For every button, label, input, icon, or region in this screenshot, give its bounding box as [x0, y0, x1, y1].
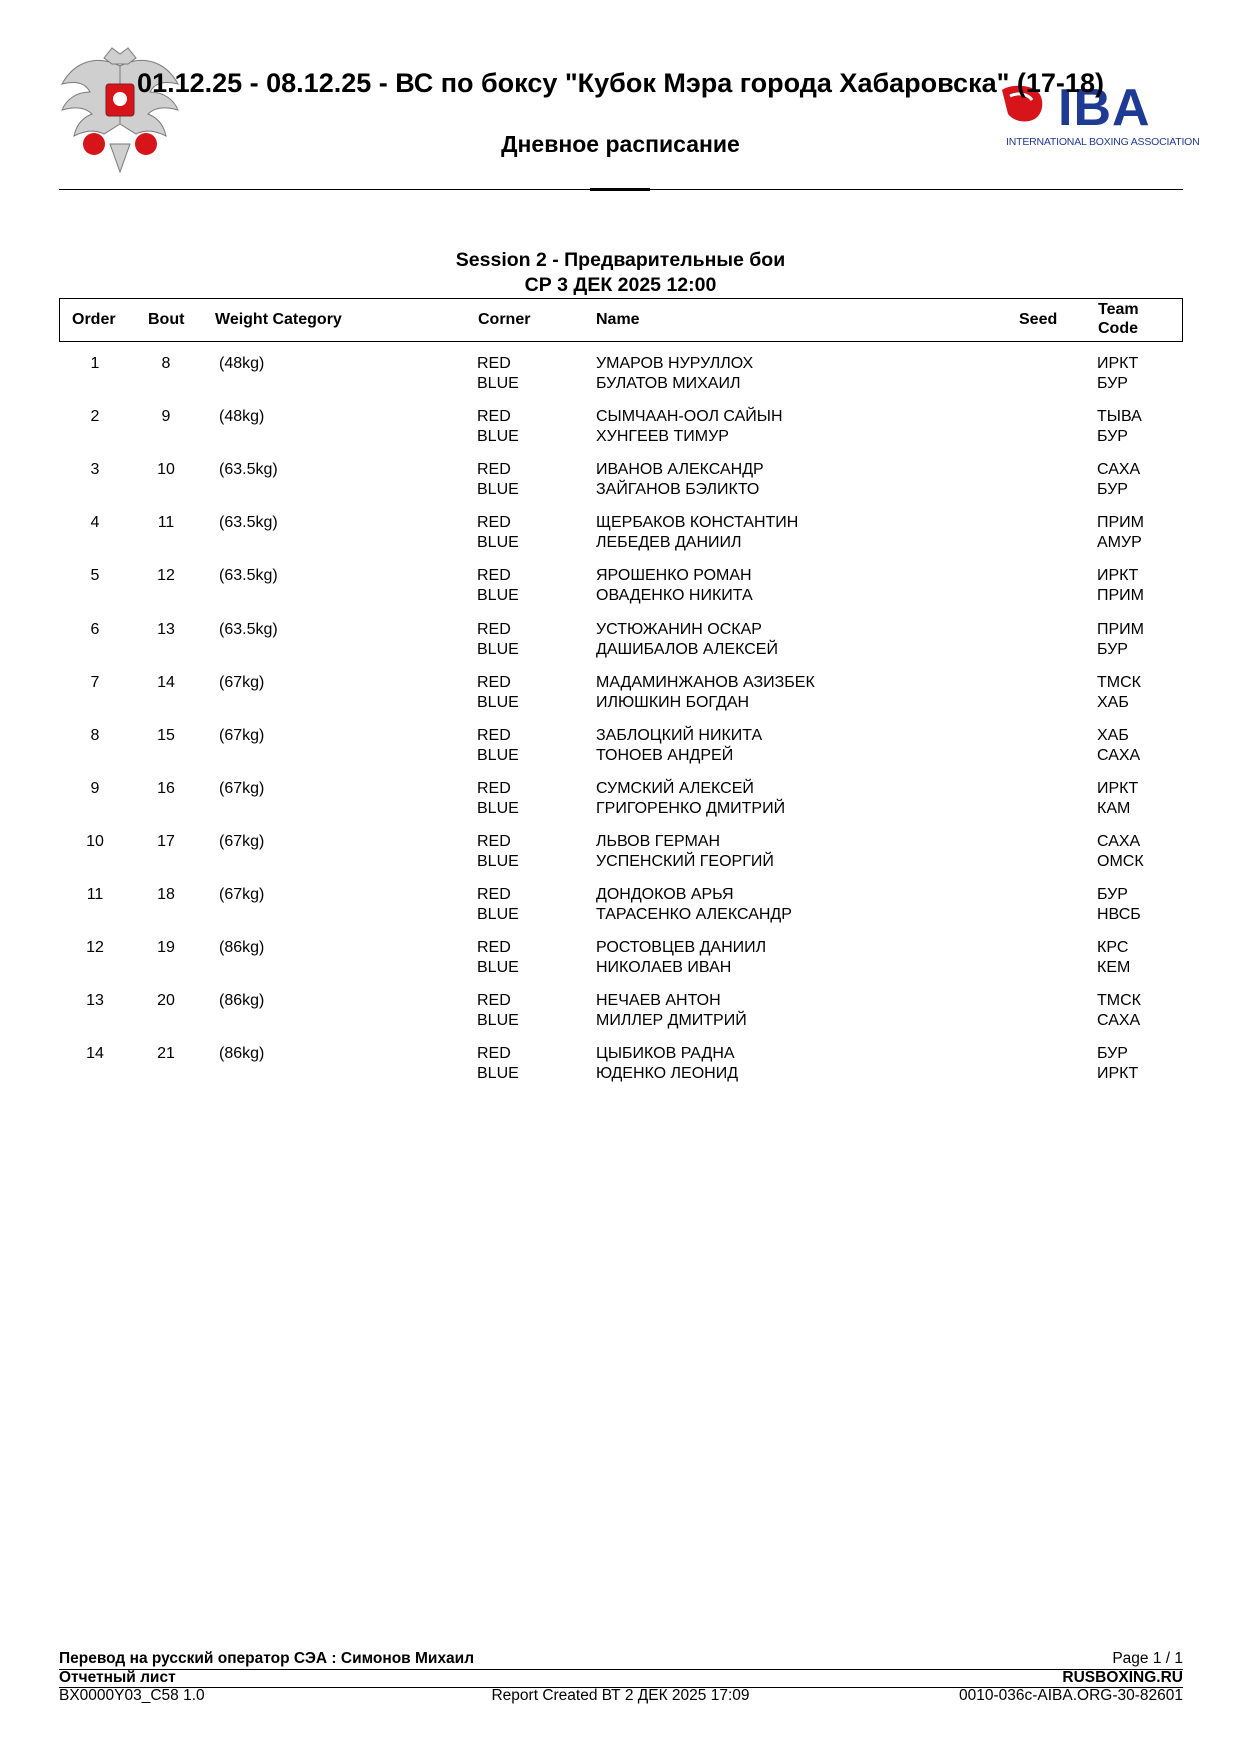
table-row [0, 1045, 1241, 1098]
cell-order: 1 [90, 355, 100, 372]
cell-blue-name: ЛЕБЕДЕВ ДАНИИЛ [596, 534, 742, 552]
cell-red-corner: RED [477, 355, 511, 372]
cell-red-team: ТМСК [1097, 992, 1141, 1010]
footer-doc-code: BX0000Y03_C58 1.0 [59, 1687, 205, 1704]
cell-blue-name: ЗАЙГАНОВ БЭЛИКТО [596, 481, 760, 499]
cell-bout: 17 [157, 832, 175, 850]
cell-order: 6 [90, 620, 100, 638]
cell-blue-name: НИКОЛАЕВ ИВАН [596, 959, 732, 977]
iba-caption: INTERNATIONAL BOXING ASSOCIATION [1006, 136, 1200, 148]
page-title: 01.12.25 - 08.12.25 - ВС по боксу "Кубок Мэра города Хабаровска" (17-18) [137, 68, 1104, 98]
cell-blue-corner: BLUE [477, 1012, 519, 1030]
cell-blue-corner: BLUE [477, 640, 519, 658]
cell-red-team: ИРКТ [1097, 355, 1139, 372]
cell-bout: 9 [161, 408, 171, 426]
cell-weight: (86kg) [219, 1045, 265, 1063]
table-row [0, 567, 1241, 620]
cell-red-name: ИВАНОВ АЛЕКСАНДР [596, 461, 764, 479]
cell-red-corner: RED [477, 779, 511, 797]
cell-bout: 18 [157, 886, 175, 903]
table-row [0, 886, 1241, 939]
cell-weight: (63.5kg) [219, 620, 278, 638]
cell-order: 12 [86, 939, 104, 957]
table-row [0, 674, 1241, 727]
cell-blue-team: БУР [1097, 428, 1128, 446]
cell-red-team: ПРИМ [1097, 514, 1144, 532]
cell-weight: (86kg) [219, 939, 265, 957]
cell-red-team: БУР [1097, 886, 1128, 903]
cell-blue-name: ИЛЮШКИН БОГДАН [596, 693, 750, 711]
table-row [0, 408, 1241, 461]
cell-bout: 16 [157, 779, 175, 797]
cell-blue-name: БУЛАТОВ МИХАИЛ [596, 375, 741, 392]
table-row [0, 939, 1241, 992]
page-footer [0, 1650, 1241, 1710]
cell-blue-name: ОВАДЕНКО НИКИТА [596, 587, 753, 605]
cell-blue-name: ГРИГОРЕНКО ДМИТРИЙ [596, 799, 786, 817]
col-bout: Bout [148, 311, 185, 328]
table-row [0, 780, 1241, 833]
cell-weight: (63.5kg) [219, 567, 278, 585]
cell-weight: (63.5kg) [219, 461, 278, 479]
cell-weight: (86kg) [219, 992, 265, 1010]
cell-blue-corner: BLUE [477, 428, 519, 446]
footer-site: RUSBOXING.RU [1062, 1669, 1183, 1686]
cell-blue-name: ХУНГЕЕВ ТИМУР [596, 428, 729, 446]
cell-red-corner: RED [477, 673, 511, 691]
cell-weight: (67kg) [219, 779, 265, 797]
cell-weight: (67kg) [219, 726, 265, 744]
cell-weight: (48kg) [219, 355, 265, 372]
cell-red-name: СУМСКИЙ АЛЕКСЕЙ [596, 779, 754, 797]
cell-blue-team: БУР [1097, 481, 1128, 499]
cell-weight: (48kg) [219, 408, 265, 426]
footer-translator: Перевод на русский оператор СЭА : Симонов Михаил [59, 1650, 475, 1667]
cell-blue-name: ДАШИБАЛОВ АЛЕКСЕЙ [596, 640, 778, 658]
cell-order: 3 [90, 461, 100, 479]
cell-order: 10 [86, 832, 104, 850]
cell-blue-corner: BLUE [477, 852, 519, 870]
col-order: Order [72, 311, 116, 328]
cell-blue-name: ЮДЕНКО ЛЕОНИД [596, 1065, 739, 1083]
cell-bout: 8 [161, 355, 171, 372]
footer-ref: 0010-036c-AIBA.ORG-30-82601 [958, 1687, 1183, 1704]
col-corner: Corner [478, 311, 531, 328]
cell-bout: 19 [157, 939, 175, 957]
cell-blue-corner: BLUE [477, 746, 519, 764]
table-header [59, 298, 1183, 342]
table-row [0, 355, 1241, 408]
cell-blue-corner: BLUE [477, 1065, 519, 1083]
cell-blue-corner: BLUE [477, 534, 519, 552]
cell-blue-team: САХА [1097, 746, 1141, 764]
cell-order: 7 [90, 673, 100, 691]
cell-blue-team: ОМСК [1097, 852, 1144, 870]
cell-bout: 10 [157, 461, 175, 479]
cell-blue-corner: BLUE [477, 959, 519, 977]
cell-red-team: ПРИМ [1097, 620, 1144, 638]
footer-created: Report Created ВТ 2 ДЕК 2025 17:09 [491, 1687, 750, 1704]
cell-blue-corner: BLUE [477, 587, 519, 605]
cell-red-team: ИРКТ [1097, 567, 1139, 585]
cell-blue-corner: BLUE [477, 375, 519, 392]
cell-red-corner: RED [477, 992, 511, 1010]
cell-blue-corner: BLUE [477, 481, 519, 499]
cell-red-corner: RED [477, 514, 511, 532]
cell-red-name: УМАРОВ НУРУЛЛОХ [596, 355, 754, 372]
cell-bout: 12 [157, 567, 175, 585]
cell-bout: 20 [157, 992, 175, 1010]
cell-blue-corner: BLUE [477, 693, 519, 711]
cell-red-name: МАДАМИНЖАНОВ АЗИЗБЕК [596, 673, 815, 691]
table-row [0, 514, 1241, 567]
cell-blue-team: КЕМ [1097, 959, 1131, 977]
cell-blue-name: МИЛЛЕР ДМИТРИЙ [596, 1012, 747, 1030]
cell-order: 11 [86, 886, 104, 903]
cell-red-name: ЯРОШЕНКО РОМАН [596, 567, 752, 585]
cell-red-name: УСТЮЖАНИН ОСКАР [596, 620, 762, 638]
footer-report-type: Отчетный лист [59, 1669, 176, 1686]
cell-red-team: САХА [1097, 461, 1141, 479]
cell-blue-corner: BLUE [477, 906, 519, 923]
cell-red-corner: RED [477, 620, 511, 638]
cell-blue-team: БУР [1097, 640, 1128, 658]
cell-blue-team: ИРКТ [1097, 1065, 1139, 1083]
col-weight: Weight Category [215, 311, 342, 328]
cell-red-name: РОСТОВЦЕВ ДАНИИЛ [596, 939, 767, 957]
cell-blue-name: УСПЕНСКИЙ ГЕОРГИЙ [596, 852, 774, 870]
cell-weight: (67kg) [219, 673, 265, 691]
cell-blue-team: НВСБ [1097, 906, 1141, 923]
cell-red-name: ДОНДОКОВ АРЬЯ [596, 886, 734, 903]
cell-order: 8 [90, 726, 100, 744]
cell-red-corner: RED [477, 461, 511, 479]
table-row [0, 727, 1241, 780]
page-subtitle: Дневное расписание [501, 131, 740, 157]
cell-order: 4 [90, 514, 100, 532]
cell-bout: 13 [157, 620, 175, 638]
footer-divider [59, 1669, 1183, 1670]
col-team-line2: Code [1098, 320, 1138, 337]
cell-red-corner: RED [477, 832, 511, 850]
cell-blue-team: КАМ [1097, 799, 1131, 817]
cell-blue-team: САХА [1097, 1012, 1141, 1030]
cell-red-name: ЦЫБИКОВ РАДНА [596, 1045, 735, 1063]
cell-blue-name: ТОНОЕВ АНДРЕЙ [596, 746, 734, 764]
cell-blue-team: БУР [1097, 375, 1128, 392]
cell-weight: (67kg) [219, 832, 265, 850]
cell-order: 9 [90, 779, 100, 797]
cell-red-team: ТМСК [1097, 673, 1141, 691]
cell-red-team: КРС [1097, 939, 1129, 957]
cell-bout: 11 [157, 514, 175, 532]
cell-weight: (63.5kg) [219, 514, 278, 532]
cell-order: 13 [86, 992, 104, 1010]
col-team-line1: Team [1098, 301, 1139, 318]
cell-red-team: САХА [1097, 832, 1141, 850]
table-row [0, 621, 1241, 674]
cell-red-team: ТЫВА [1097, 408, 1142, 426]
cell-blue-team: ПРИМ [1097, 587, 1144, 605]
col-name: Name [596, 311, 640, 328]
cell-red-name: ЩЕРБАКОВ КОНСТАНТИН [596, 514, 799, 532]
session-title: Session 2 - Предварительные бои [455, 249, 786, 271]
cell-red-corner: RED [477, 886, 511, 903]
cell-blue-team: ХАБ [1097, 693, 1129, 711]
cell-red-corner: RED [477, 1045, 511, 1063]
cell-order: 5 [90, 567, 100, 585]
cell-weight: (67kg) [219, 886, 265, 903]
session-date: СР 3 ДЕК 2025 12:00 [524, 274, 717, 296]
cell-bout: 21 [157, 1045, 175, 1063]
table-row [0, 833, 1241, 886]
header-divider-mark [590, 188, 650, 191]
table-row [0, 461, 1241, 514]
table-row [0, 992, 1241, 1045]
cell-red-name: ЗАБЛОЦКИЙ НИКИТА [596, 726, 763, 744]
cell-order: 14 [86, 1045, 104, 1063]
cell-bout: 14 [157, 673, 175, 691]
cell-blue-team: АМУР [1097, 534, 1142, 552]
cell-red-corner: RED [477, 939, 511, 957]
cell-blue-corner: BLUE [477, 799, 519, 817]
cell-red-corner: RED [477, 567, 511, 585]
cell-bout: 15 [157, 726, 175, 744]
col-seed: Seed [1019, 311, 1058, 328]
cell-red-name: НЕЧАЕВ АНТОН [596, 992, 721, 1010]
cell-blue-name: ТАРАСЕНКО АЛЕКСАНДР [596, 906, 792, 923]
cell-order: 2 [90, 408, 100, 426]
cell-red-corner: RED [477, 408, 511, 426]
cell-red-corner: RED [477, 726, 511, 744]
cell-red-name: СЫМЧААН-ООЛ САЙЫН [596, 408, 783, 426]
iba-logo-text: IBA [1058, 79, 1151, 137]
footer-page: Page 1 / 1 [1112, 1650, 1183, 1667]
cell-red-team: БУР [1097, 1045, 1128, 1063]
cell-red-name: ЛЬВОВ ГЕРМАН [596, 832, 721, 850]
cell-red-team: ИРКТ [1097, 779, 1139, 797]
cell-red-team: ХАБ [1097, 726, 1129, 744]
